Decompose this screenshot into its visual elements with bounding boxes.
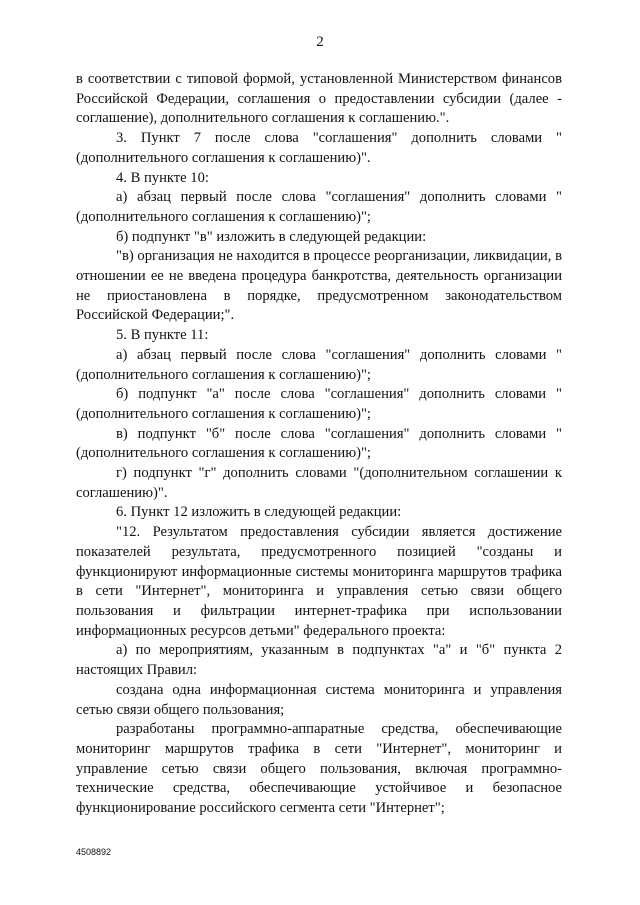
paragraph-item-12a: а) по мероприятиям, указанным в подпунктах "а" и "б" пункта 2 настоящих Правил:: [76, 642, 562, 679]
paragraph-item-5v: в) подпункт "б" после слова "соглашения" дополнить словами "(дополнительного соглашения к соглашению)";: [76, 425, 562, 462]
paragraph-item-6: 6. Пункт 12 изложить в следующей редакции:: [116, 504, 402, 521]
paragraph-continuation: в соответствии с типовой формой, установленной Министерством финансов Российской Федерации, соглашения о предоставлении субсидии (далее - соглашение), дополнительного соглашения к соглашению.".: [76, 71, 562, 127]
paragraph-quote-v: "в) организация не находится в процессе реорганизации, ликвидации, в отношении ее не введена процедура банкротства, деятельность организации не приостановлена в порядке, предусмотренном законодательством Российской Федерации;".: [76, 248, 562, 324]
paragraph-item-4a: а) абзац первый после слова "соглашения" дополнить словами "(дополнительного соглашения к соглашению)";: [76, 189, 562, 225]
paragraph-item-4: 4. В пункте 10:: [116, 169, 209, 186]
paragraph-item-5b: б) подпункт "а" после слова "соглашения" дополнить словами "(дополнительного соглашения к соглашению)";: [76, 386, 562, 422]
document-code: 4508892: [76, 847, 112, 857]
paragraph-created-system: создана одна информационная система мониторинга и управления сетью связи общего пользования;: [76, 681, 562, 718]
paragraph-item-5: 5. В пункте 11:: [116, 327, 209, 344]
paragraph-item-5a: а) абзац первый после слова "соглашения" дополнить словами "(дополнительного соглашения к соглашению)";: [76, 346, 562, 383]
paragraph-item-5g: г) подпункт "г" дополнить словами "(дополнительном соглашении к соглашению)".: [76, 465, 562, 501]
paragraph-developed-tools: разработаны программно-аппаратные средства, обеспечивающие мониторинг маршрутов трафика в сети "Интернет", мониторинг и управление сетью связи общего пользования, включая программно-технические средства, обеспечивающие устойчивое и безопасное функционирование российского сегмента сети "Интернет";: [76, 721, 562, 817]
page-number: 2: [316, 34, 324, 50]
paragraph-item-3: 3. Пункт 7 после слова "соглашения" дополнить словами "(дополнительного соглашения к соглашению)".: [76, 130, 562, 166]
paragraph-item-4b: б) подпункт "в" изложить в следующей редакции:: [116, 228, 427, 245]
paragraph-item-12: "12. Результатом предоставления субсидии является достижение показателей результата, предусмотренного позицией "созданы и функционируют информационные системы мониторинга маршрутов трафика в сети "Интернет", мониторинга и управления сетью связи общего пользования и фильтрации интернет-трафика при использовании информационных ресурсов детьми" федерального проекта:: [76, 524, 562, 639]
document-body: [76, 70, 562, 819]
